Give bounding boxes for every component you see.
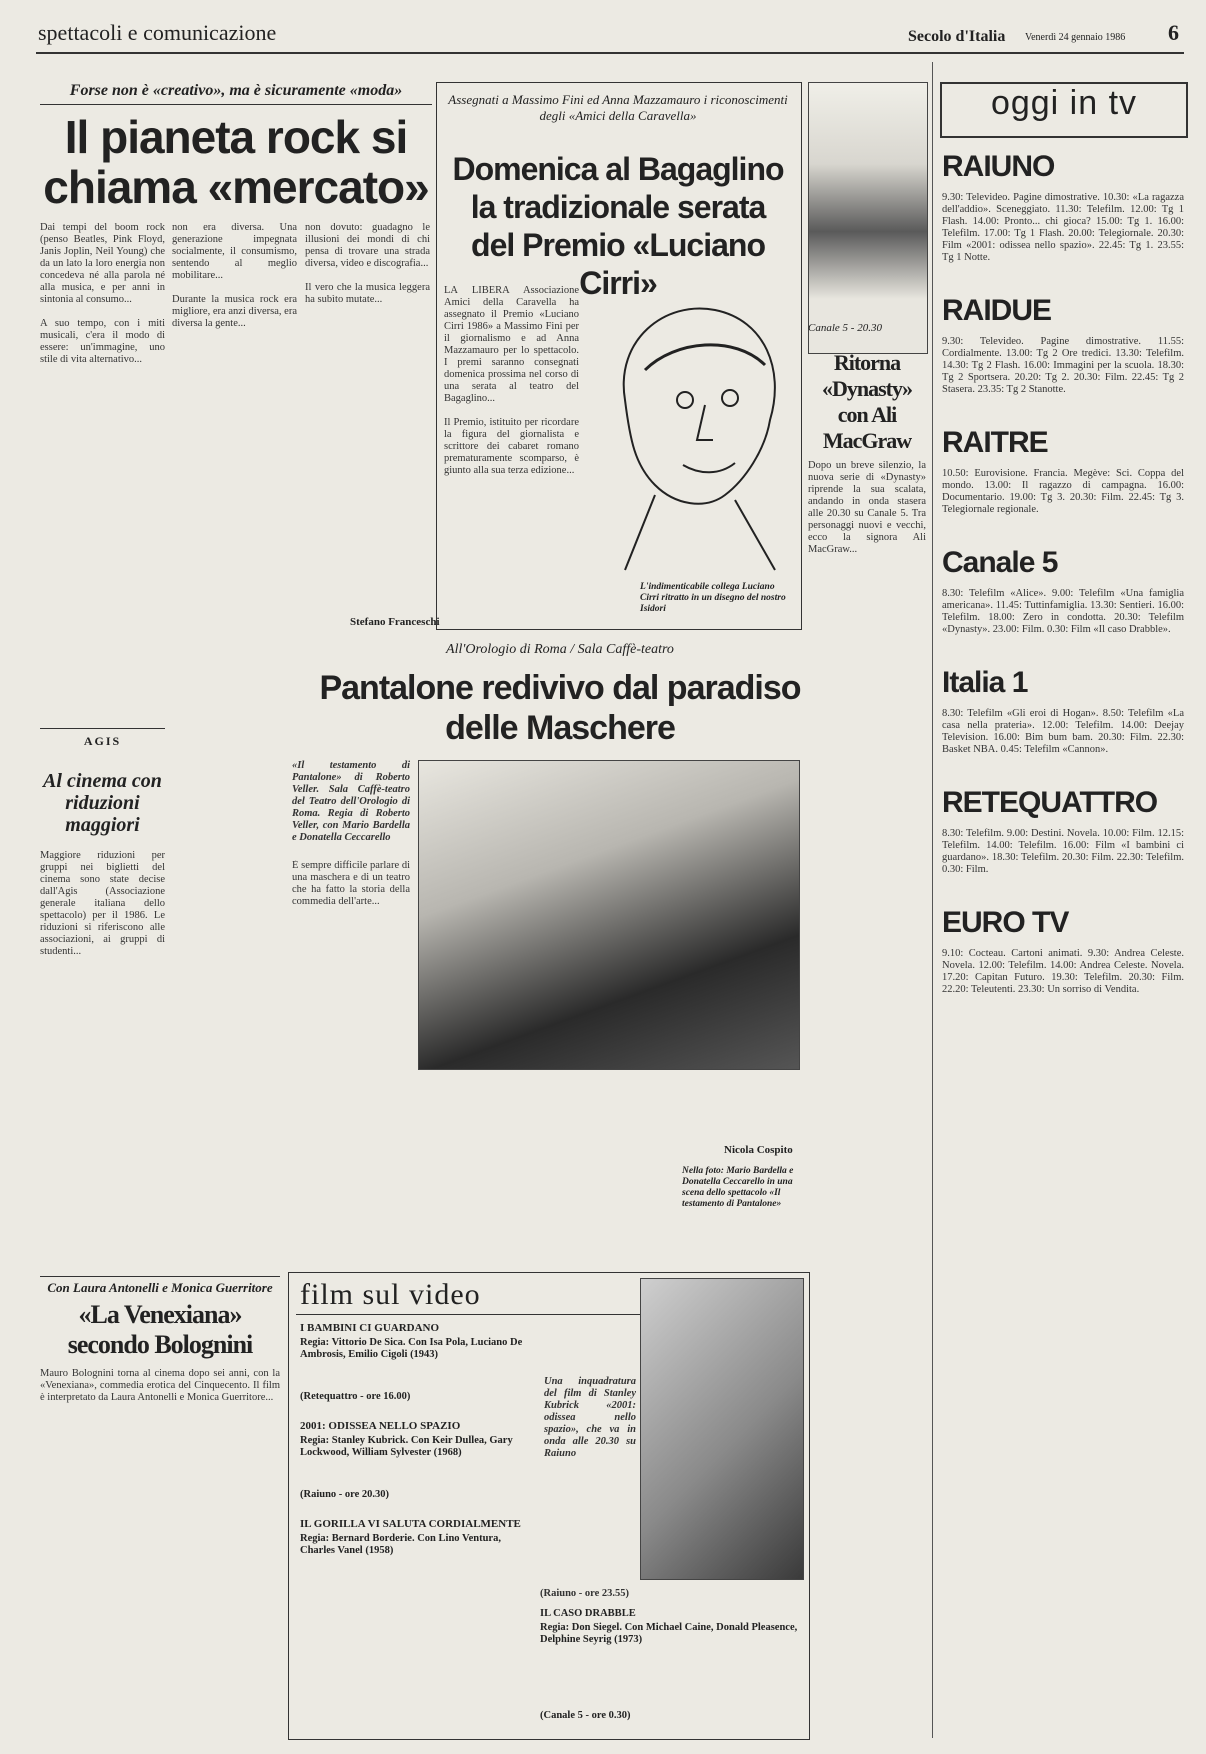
pantalone-author: Nicola Cospito [724,1144,793,1156]
tv-channel-schedule: 9.30: Televideo. Pagine dimostrative. 11.55: Cordialmente. 13.00: Tg 2 Ore tredici. 13.30: Telefilm. 14.30: Tg 2 Flash. 16.00: Immagini per la scuola. 18.30: Tg 2 Sportsera. 20.20: Tg 2. 20.30: Film. 22.45: Tg 2 Stasera. 23.35: Tg 2 Stanotte. [942,336,1184,395]
film-item-name: IL GORILLA VI SALUTA CORDIALMENTE [300,1518,521,1530]
tv-channel [942,294,1184,396]
tv-channel [942,786,1184,876]
rock-col2: non era diversa. Una generazione impegnata socialmente, il consumismo, sentendo al meglio mobilitare... Durante la musica rock era migliore, era anzi diversa, era diversa la gente... [172,222,297,329]
film-item-name: 2001: ODISSEA NELLO SPAZIO [300,1420,461,1432]
dynasty-title: Ritorna «Dynasty» con Ali MacGraw [821,350,912,453]
tv-column-rule [932,62,933,1738]
venexiana-body: Mauro Bolognini torna al cinema dopo sei anni, con la «Venexiana», commedia erotica del Cinquecento. Il film è interpretato da Laura Antonelli e Monica Guerritore... [40,1368,280,1403]
tv-channel-schedule: 8.30: Telefilm «Gli eroi di Hogan». 8.50: Telefilm «La casa nella prateria». 12.00: Telefilm. 14.00: Deejay Television. 16.00: Bim bum bam. 20.30: Film. 22.30: Basket NBA. 0.45: Telefilm «Cannon». [942,708,1184,755]
pantalone-body: È sempre difficile parlare di una maschera e di un teatro che ha fatto la storia della commedia dell'arte... [292,860,410,907]
agis-rule [40,728,165,729]
film-item-meta: Regia: Vittorio De Sica. Con Isa Pola, Luciano De Ambrosis, Emilio Cigoli (1943) [300,1337,523,1360]
cirri-caption: L'indimenticabile collega Luciano Cirri ritratto in un disegno del nostro Isidori [640,582,786,614]
film-item-channel: (Retequattro - ore 16.00) [300,1391,411,1402]
cirri-title: Domenica al Bagaglino la tradizionale serata del Premio «Luciano Cirri» [452,151,784,301]
agis-tag: AGIS [83,734,122,748]
tv-channel [942,150,1184,264]
rock-col1: Dai tempi del boom rock (penso Beatles, Pink Floyd, Janis Joplin, Neil Young) che da un lato la loro energia non concedeva né alla parola né alla musica, e per anni in sintonia al consumo... A suo tempo, con i miti musicali, c'era il modo di essere: un'immagine, uno stile di vita alternativo... [40,222,165,365]
tv-list [942,146,1184,1746]
film-item-meta: Regia: Stanley Kubrick. Con Keir Dullea, Gary Lockwood, William Sylvester (1968) [300,1435,513,1458]
pantalone-intro: «Il testamento di Pantalone» di Roberto Veller. Sala Caffè-teatro del Teatro dell'Orologio di Roma. Regia di Roberto Veller, con Mario Bardella e Donatella Ceccarello [292,760,410,843]
tv-channel-logo: RAIDUE [942,294,1052,327]
venexiana-title: «La Venexiana» secondo Bolognini [67,1300,253,1359]
pantalone-caption: Nella foto: Mario Bardella e Donatella Ceccarello in una scena dello spettacolo «Il testamento di Pantalone» [682,1166,794,1209]
film-item [300,1518,532,1557]
tv-channel [942,546,1184,636]
venexiana-kicker: Con Laura Antonelli e Monica Guerritore [47,1280,273,1295]
film-photo-caption: Una inquadratura del film di Stanley Kubrick «2001: odissea nello spazio», che va in onda alle 20.30 su Raiuno [544,1376,636,1459]
tv-channel [942,666,1184,756]
film-item5-channel: (Raiuno - ore 23.55) [540,1588,630,1599]
tv-channel-schedule: 8.30: Telefilm. 9.00: Destini. Novela. 10.00: Film. 12.15: Telefilm. 14.00: Telefilm. 16.00: Film «I bambini ci guardano». 18.30: Telefilm. 20.30: Film. 22.30: Telefilm. 0.30: Film. [942,828,1184,875]
dynasty-tv-label: Canale 5 - 20.30 [808,322,882,334]
issue-date: Venerdì 24 gennaio 1986 [1025,32,1126,43]
tv-channel-schedule: 9.30: Televideo. Pagine dimostrative. 10.30: «La ragazza dell'addio». Sceneggiato. 11.30: Telefilm. 12.00: Tg 1 Flash. 14.00: Pronto... chi gioca? 15.00: Tg 1. 16.00: Telefilm. 17.00: Tg 1 Flash. 20.00: Telegiornale. 20.30: Film «2001: odissea nello spazio». 22.45: Tg 1. 23.55: Tg 1 Notte. [942,192,1184,263]
rock-kicker-rule [40,104,432,105]
film-item-name: I BAMBINI CI GUARDANO [300,1322,440,1334]
tv-channel [942,426,1184,516]
tv-channel [942,906,1184,996]
agis-body: Maggiore riduzioni per gruppi nei biglietti del cinema sono state decise dall'Agis (Associazione generale italiana dello spettacolo) per il 1986. Le riduzioni si riferiscono alle associazioni, ai gruppi di studenti... [40,850,165,957]
newspaper-name: Secolo d'Italia [908,28,1006,45]
agis-title: Al cinema con riduzioni maggiori [43,770,162,836]
rock-kicker: Forse non è «creativo», ma è sicuramente «moda» [69,82,403,99]
tv-channel-logo: EURO TV [942,906,1069,939]
film-item-channel: (Raiuno - ore 20.30) [300,1489,390,1500]
tv-channel-logo: Canale 5 [942,546,1058,579]
rock-col3: non dovuto: guadagno le illusioni dei mondi di chi pensa di trovare una strada diversa, video e discografia... Il vero che la musica leggera ha subìto mutate... [305,222,430,305]
film-item [300,1420,532,1500]
dynasty-photo [808,82,928,354]
dynasty-body: Dopo un breve silenzio, la nuova serie di «Dynasty» riprende la sua scalata, andando in onda stasera alle 20.30 su Canale 5. Tra personaggi nuovi e vecchi, ecco la signora Ali MacGraw... [808,460,926,555]
film-item [300,1322,532,1402]
venexiana-rule [40,1276,280,1277]
tv-channel-logo: RAIUNO [942,150,1055,183]
rock-author: Stefano Franceschi [350,616,440,628]
film-list [300,1322,532,1732]
tv-channel-schedule: 9.10: Cocteau. Cartoni animati. 9.30: Andrea Celeste. Novela. 12.00: Telefilm. 14.00: Andrea Celeste. Novela. 17.20: Capitan Futuro. 19.30: Telefilm. 20.30: Film. 22.20: Teleutenti. 23.30: Un sorriso di Vendita. [942,948,1184,995]
tv-channel-schedule: 8.30: Telefilm «Alice». 9.00: Telefilm «Una famiglia americana». 11.45: Tuttinfamiglia. 13.30: Sentieri. 16.00: Telefilm. 18.00: Zero in condotta. 20.30: Telefilm «Dynasty». 23.00: Film. 0.30: Film «Il caso Drabble». [942,588,1184,635]
pantalone-kicker: All'Orologio di Roma / Sala Caffè-teatro [446,642,674,657]
film-title: film sul video [300,1278,481,1311]
cirri-caricature [585,280,795,580]
section-title: spettacoli e comunicazione [38,20,277,45]
rock-title: Il pianeta rock si chiama «mercato» [43,111,429,213]
cirri-kicker: Assegnati a Massimo Fini ed Anna Mazzamauro i riconoscimenti degli «Amici della Caravella» [448,92,788,123]
film-item4-name: IL CASO DRABBLE [540,1608,636,1619]
tv-channel-schedule: 10.50: Eurovisione. Francia. Megève: Sci. Coppa del mondo. 13.00: Il ragazzo di campagna. 16.00: Documentario. 19.00: Tg 3. 20.30: Film. 22.45: Tg 3. Telegiornale regionale. [942,468,1184,515]
film-item-meta: Regia: Bernard Borderie. Con Lino Ventura, Charles Vanel (1958) [300,1533,501,1556]
film-item4-meta: Regia: Don Siegel. Con Michael Caine, Donald Pleasence, Delphine Seyrig (1973) [540,1622,798,1645]
cirri-body: LA LIBERA Associazione Amici della Caravella ha assegnato il Premio «Luciano Cirri 1986» a Massimo Fini per il giornalismo e ad Anna Mazzamauro per lo spettacolo. I premi saranno consegnati domenica prossima nel corso di una serata al teatro del Bagaglino... Il Premio, istituito per ricordare la figura del giornalista e scrittore dei cabaret romano prematuramente scomparso, è giunto alla sua terza edizione... [444,285,579,476]
tv-channel-logo: Italia 1 [942,666,1028,699]
pantalone-photo [418,760,800,1070]
header-rule [36,52,1184,54]
page-number: 6 [1168,20,1179,45]
film-item4-channel: (Canale 5 - ore 0.30) [540,1710,631,1721]
tv-channel-logo: RETEQUATTRO [942,786,1158,819]
tv-title: oggi in tv [990,84,1138,122]
pantalone-title: Pantalone redivivo dal paradiso delle Maschere [319,669,801,747]
tv-channel-logo: RAITRE [942,426,1048,459]
film-photo [640,1278,804,1580]
